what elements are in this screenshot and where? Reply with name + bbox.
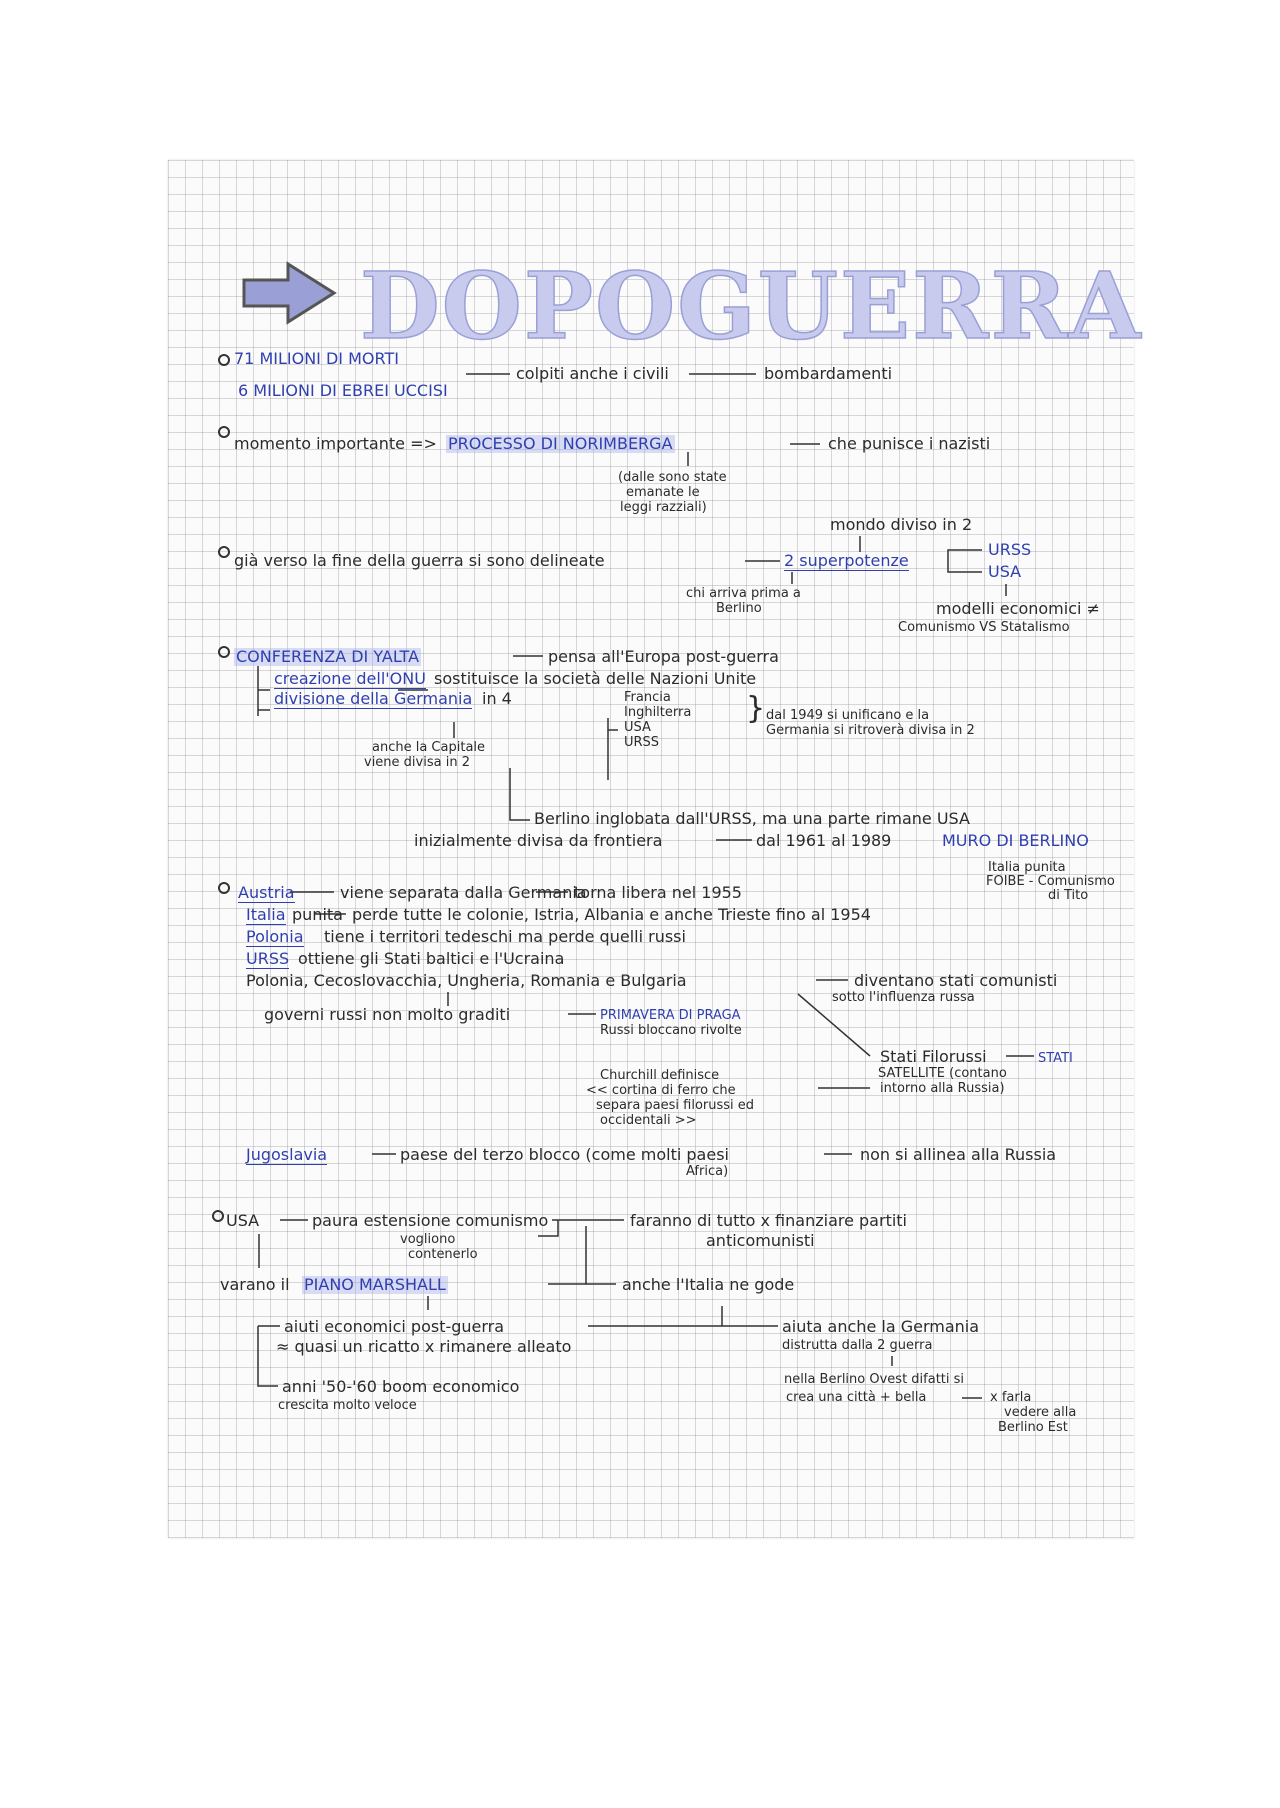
bombings-note: bombardamenti xyxy=(764,364,893,383)
want-to-contain-1: vogliono xyxy=(400,1232,456,1247)
country-urss: URSS xyxy=(624,735,660,750)
bullet-point xyxy=(218,426,230,438)
economic-boom: anni '50-'60 boom economico xyxy=(282,1377,520,1396)
country-usa: USA xyxy=(624,720,651,735)
bullet-point xyxy=(218,354,230,366)
bullet-point xyxy=(218,646,230,658)
eastern-countries: Polonia, Cecoslovacchia, Ungheria, Romania e Bulgaria xyxy=(246,971,687,990)
unwanted-governments: governi russi non molto graditi xyxy=(264,1005,511,1024)
division-in-four: in 4 xyxy=(482,689,512,708)
russians-block-revolts: Russi bloccano rivolte xyxy=(600,1023,742,1038)
poland-label: Polonia xyxy=(246,927,304,946)
satellite-states-1: SATELLITE (contano xyxy=(878,1066,1007,1081)
page-title: DOPOGUERRA xyxy=(360,252,1143,360)
racial-laws-note-2: emanate le xyxy=(626,485,700,500)
show-east-berlin-3: Berlino Est xyxy=(998,1420,1068,1435)
third-bloc-country: paese del terzo blocco (come molti paesi xyxy=(400,1145,729,1164)
connector-arrow xyxy=(948,561,982,572)
fast-growth: crescita molto veloce xyxy=(278,1398,417,1413)
deaths-count: 71 MILIONI DI MORTI xyxy=(234,349,399,368)
jews-killed-count: 6 MILIONI DI EBREI UCCISI xyxy=(238,381,448,400)
churchill-note-2: << cortina di ferro che xyxy=(586,1083,736,1098)
destroyed-by-war: distrutta dalla 2 guerra xyxy=(782,1338,933,1353)
economic-models-note: modelli economici ≠ xyxy=(936,599,1100,618)
marshall-plan: PIANO MARSHALL xyxy=(304,1275,446,1294)
fear-of-communism: paura estensione comunismo xyxy=(312,1211,549,1230)
show-east-berlin-1: x farla xyxy=(990,1390,1032,1405)
pro-russian-states: Stati Filorussi xyxy=(880,1047,987,1066)
berlin-wall: MURO DI BERLINO xyxy=(942,831,1089,850)
bullet-point xyxy=(212,1210,224,1222)
country-england: Inghilterra xyxy=(624,705,692,720)
churchill-note-3: separa paesi filorussi ed xyxy=(596,1098,755,1113)
launch-label: varano il xyxy=(220,1275,290,1294)
connector-arrow xyxy=(948,550,982,561)
germany-division: divisione della Germania xyxy=(274,689,473,708)
berlin-race-note-2: Berlino xyxy=(716,601,762,616)
wall-years: dal 1961 al 1989 xyxy=(756,831,892,850)
italy-punished: punita xyxy=(292,905,343,924)
not-aligned-russia: non si allinea alla Russia xyxy=(860,1145,1057,1164)
connector-arrow xyxy=(510,768,530,820)
finance-parties: faranno di tutto x finanziare partiti xyxy=(630,1211,907,1230)
nuremberg-trial: PROCESSO DI NORIMBERGA xyxy=(448,434,673,453)
post-war-europe-note: pensa all'Europa post-guerra xyxy=(548,647,779,666)
yalta-conference: CONFERENZA DI YALTA xyxy=(236,647,420,666)
satellite-states-label: STATI xyxy=(1038,1051,1073,1066)
racial-laws-note-3: leggi razziali) xyxy=(620,500,707,515)
connector-arrow xyxy=(548,1226,586,1284)
two-superpowers: 2 superpotenze xyxy=(784,551,909,570)
onu-creation: creazione dell'ONU xyxy=(274,669,426,688)
connector-arrow xyxy=(258,1326,278,1386)
berlin-incorporated-note: Berlino inglobata dall'URSS, ma una parte rimane USA xyxy=(534,809,970,828)
communism-vs-statism: Comunismo VS Statalismo xyxy=(898,620,1070,635)
unification-note-2: Germania si ritroverà divisa in 2 xyxy=(766,723,975,738)
punishes-nazis-note: che punisce i nazisti xyxy=(828,434,991,453)
russian-influence: sotto l'influenza russa xyxy=(832,990,975,1005)
italy-losses: perde tutte le colonie, Istria, Albania e anche Trieste fino al 1954 xyxy=(352,905,871,924)
superpower-urss: URSS xyxy=(988,540,1032,559)
want-to-contain-2: contenerlo xyxy=(408,1247,478,1262)
satellite-states-2: intorno alla Russia) xyxy=(880,1081,1005,1096)
communist-states: diventano stati comunisti xyxy=(854,971,1058,990)
capital-divided-note-1: anche la Capitale xyxy=(372,740,486,755)
world-divided-note: mondo diviso in 2 xyxy=(830,515,973,534)
prague-spring: PRIMAVERA DI PRAGA xyxy=(600,1008,741,1023)
bracket-symbol: } xyxy=(746,691,766,726)
show-east-berlin-2: vedere alla xyxy=(1004,1405,1077,1420)
italy-punished-side: Italia punita xyxy=(988,860,1066,875)
austria-separated: viene separata dalla Germania xyxy=(340,883,587,902)
superpower-usa: USA xyxy=(988,562,1022,581)
unification-note-1: dal 1949 si unificano e la xyxy=(766,708,930,723)
foibe-side: FOIBE - Comunismo xyxy=(986,874,1115,889)
grid-paper-page xyxy=(168,160,1143,1538)
yugoslavia-label: Jugoslavia xyxy=(246,1145,328,1164)
italy-benefits: anche l'Italia ne gode xyxy=(622,1275,795,1294)
blackmail-note: ≈ quasi un ricatto x rimanere alleato xyxy=(276,1337,572,1356)
west-berlin-note-2: crea una città + bella xyxy=(786,1390,927,1405)
africa-note: Africa) xyxy=(686,1164,729,1179)
country-france: Francia xyxy=(624,690,671,705)
churchill-note-1: Churchill definisce xyxy=(600,1068,720,1083)
alignment-sentence: già verso la fine della guerra si sono delineate xyxy=(234,551,605,570)
civilians-note: colpiti anche i civili xyxy=(516,364,669,383)
economic-aid: aiuti economici post-guerra xyxy=(284,1317,505,1336)
usa-label: USA xyxy=(226,1211,260,1230)
tito-side: di Tito xyxy=(1048,888,1089,903)
initial-frontier-note: inizialmente divisa da frontiera xyxy=(414,831,663,850)
poland-territories: tiene i territori tedeschi ma perde quelli russi xyxy=(324,927,686,946)
bullet-point xyxy=(218,882,230,894)
churchill-note-4: occidentali >> xyxy=(600,1113,697,1128)
connector-arrow xyxy=(608,718,618,730)
onu-replaces-note: sostituisce la società delle Nazioni Unite xyxy=(434,669,757,688)
west-berlin-note-1: nella Berlino Ovest difatti si xyxy=(784,1372,965,1387)
urss-label: URSS xyxy=(246,949,290,968)
austria-free-1955: torna libera nel 1955 xyxy=(574,883,742,902)
important-moment-label: momento importante => xyxy=(234,434,437,453)
racial-laws-note-1: (dalle sono state xyxy=(618,470,727,485)
italy-label: Italia xyxy=(246,905,286,924)
capital-divided-note-2: viene divisa in 2 xyxy=(364,755,470,770)
helps-germany: aiuta anche la Germania xyxy=(782,1317,980,1336)
bullet-point xyxy=(218,546,230,558)
anticommunist: anticomunisti xyxy=(706,1231,815,1250)
urss-gains: ottiene gli Stati baltici e l'Ucraina xyxy=(298,949,565,968)
austria-label: Austria xyxy=(238,883,295,902)
berlin-race-note-1: chi arriva prima a xyxy=(686,586,801,601)
